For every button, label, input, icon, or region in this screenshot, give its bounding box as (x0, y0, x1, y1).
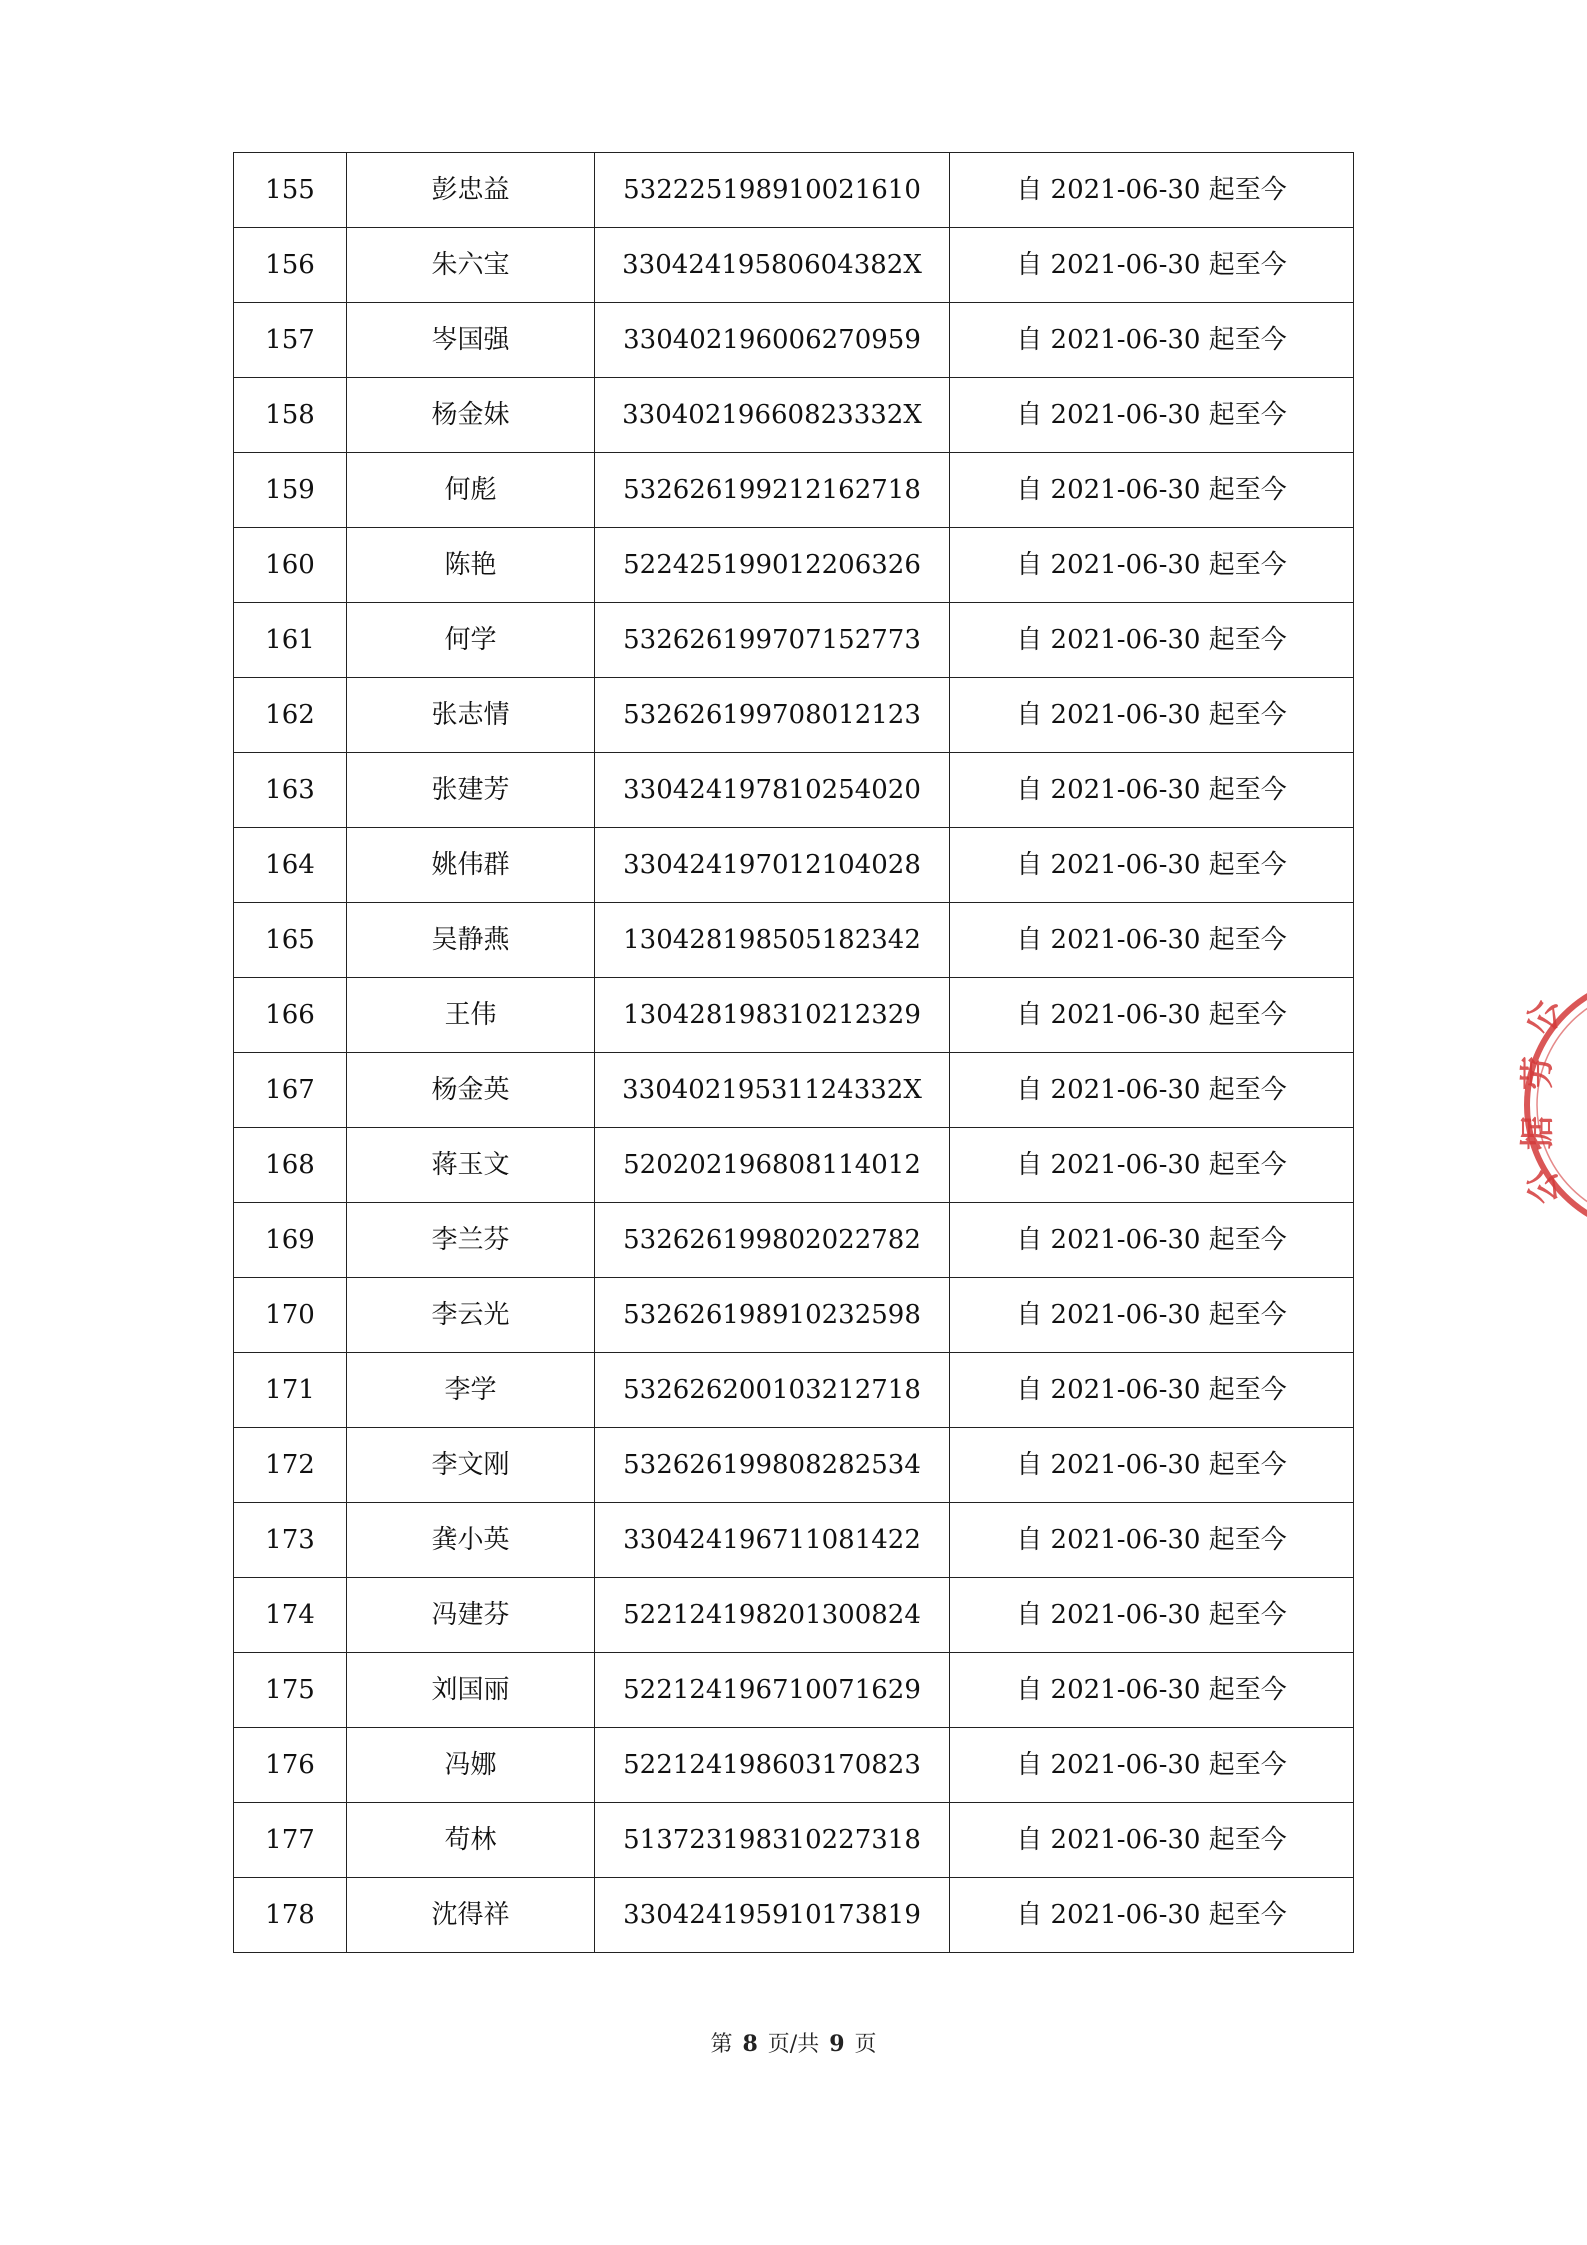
cell-serial-number: 159 (234, 453, 347, 528)
table-row (234, 1803, 1354, 1878)
cell-name: 李云光 (347, 1278, 595, 1353)
cell-id-number: 522425199012206326 (595, 528, 950, 603)
table-row (234, 1578, 1354, 1653)
cell-period: 自 2021-06-30 起至今 (950, 1428, 1354, 1503)
table-row (234, 1428, 1354, 1503)
cell-name: 朱六宝 (347, 228, 595, 303)
cell-name: 苟林 (347, 1803, 595, 1878)
cell-period: 自 2021-06-30 起至今 (950, 603, 1354, 678)
cell-id-number: 130428198505182342 (595, 903, 950, 978)
footer-page-number: 8 (742, 2031, 758, 2057)
cell-serial-number: 176 (234, 1728, 347, 1803)
cell-name: 冯娜 (347, 1728, 595, 1803)
cell-id-number: 522124198603170823 (595, 1728, 950, 1803)
cell-name: 龚小英 (347, 1503, 595, 1578)
cell-serial-number: 165 (234, 903, 347, 978)
cell-name: 张志情 (347, 678, 595, 753)
cell-name: 彭忠益 (347, 153, 595, 228)
cell-name: 姚伟群 (347, 828, 595, 903)
cell-id-number: 532626198910232598 (595, 1278, 950, 1353)
cell-period: 自 2021-06-30 起至今 (950, 1578, 1354, 1653)
cell-period: 自 2021-06-30 起至今 (950, 828, 1354, 903)
table-row (234, 1728, 1354, 1803)
cell-period: 自 2021-06-30 起至今 (950, 303, 1354, 378)
cell-name: 何学 (347, 603, 595, 678)
cell-period: 自 2021-06-30 起至今 (950, 753, 1354, 828)
cell-serial-number: 164 (234, 828, 347, 903)
cell-name: 李兰芬 (347, 1203, 595, 1278)
cell-id-number: 532626199707152773 (595, 603, 950, 678)
cell-serial-number: 168 (234, 1128, 347, 1203)
page-footer (0, 2027, 1587, 2058)
cell-period: 自 2021-06-30 起至今 (950, 528, 1354, 603)
roster-table-body (234, 153, 1354, 1953)
table-row (234, 1053, 1354, 1128)
cell-serial-number: 167 (234, 1053, 347, 1128)
table-row (234, 528, 1354, 603)
cell-name: 张建芳 (347, 753, 595, 828)
table-row (234, 303, 1354, 378)
footer-suffix: 页 (854, 2032, 877, 2057)
cell-period: 自 2021-06-30 起至今 (950, 1128, 1354, 1203)
cell-name: 王伟 (347, 978, 595, 1053)
cell-serial-number: 155 (234, 153, 347, 228)
cell-serial-number: 156 (234, 228, 347, 303)
cell-name: 吴静燕 (347, 903, 595, 978)
cell-name: 杨金英 (347, 1053, 595, 1128)
cell-id-number: 33040219531124332X (595, 1053, 950, 1128)
cell-serial-number: 171 (234, 1353, 347, 1428)
cell-name: 李学 (347, 1353, 595, 1428)
cell-id-number: 532626199708012123 (595, 678, 950, 753)
footer-middle: 页/共 (767, 2032, 820, 2057)
cell-name: 杨金妹 (347, 378, 595, 453)
table-row (234, 378, 1354, 453)
cell-period: 自 2021-06-30 起至今 (950, 1728, 1354, 1803)
cell-name: 冯建芬 (347, 1578, 595, 1653)
cell-period: 自 2021-06-30 起至今 (950, 1053, 1354, 1128)
cell-period: 自 2021-06-30 起至今 (950, 1803, 1354, 1878)
table-row (234, 1128, 1354, 1203)
cell-id-number: 33040219660823332X (595, 378, 950, 453)
cell-serial-number: 161 (234, 603, 347, 678)
table-row (234, 903, 1354, 978)
cell-id-number: 130428198310212329 (595, 978, 950, 1053)
seal-character: 劳 (1518, 1056, 1558, 1090)
table-row (234, 828, 1354, 903)
cell-period: 自 2021-06-30 起至今 (950, 678, 1354, 753)
cell-id-number: 330424196711081422 (595, 1503, 950, 1578)
cell-id-number: 330424197810254020 (595, 753, 950, 828)
cell-serial-number: 174 (234, 1578, 347, 1653)
table-row (234, 453, 1354, 528)
cell-period: 自 2021-06-30 起至今 (950, 378, 1354, 453)
cell-period: 自 2021-06-30 起至今 (950, 978, 1354, 1053)
cell-id-number: 330424197012104028 (595, 828, 950, 903)
cell-name: 陈艳 (347, 528, 595, 603)
cell-serial-number: 169 (234, 1203, 347, 1278)
cell-serial-number: 177 (234, 1803, 347, 1878)
red-seal-stamp (1515, 965, 1587, 1245)
table-row (234, 603, 1354, 678)
cell-id-number: 522124196710071629 (595, 1653, 950, 1728)
seal-character: 据 (1518, 1116, 1558, 1150)
cell-id-number: 520202196808114012 (595, 1128, 950, 1203)
table-row (234, 678, 1354, 753)
seal-character: 公 (1524, 1170, 1564, 1204)
cell-period: 自 2021-06-30 起至今 (950, 1203, 1354, 1278)
roster-table (233, 152, 1354, 1953)
cell-id-number: 532225198910021610 (595, 153, 950, 228)
cell-name: 李文刚 (347, 1428, 595, 1503)
cell-period: 自 2021-06-30 起至今 (950, 1503, 1354, 1578)
cell-period: 自 2021-06-30 起至今 (950, 903, 1354, 978)
table-row (234, 1653, 1354, 1728)
cell-serial-number: 166 (234, 978, 347, 1053)
footer-prefix: 第 (710, 2032, 733, 2057)
cell-period: 自 2021-06-30 起至今 (950, 1278, 1354, 1353)
cell-name: 沈得祥 (347, 1878, 595, 1953)
cell-period: 自 2021-06-30 起至今 (950, 1353, 1354, 1428)
cell-period: 自 2021-06-30 起至今 (950, 1653, 1354, 1728)
cell-id-number: 532626199808282534 (595, 1428, 950, 1503)
table-row (234, 153, 1354, 228)
cell-serial-number: 158 (234, 378, 347, 453)
table-row (234, 1203, 1354, 1278)
cell-id-number: 330424195910173819 (595, 1878, 950, 1953)
cell-serial-number: 160 (234, 528, 347, 603)
seal-character: 公 (1524, 1000, 1564, 1034)
cell-period: 自 2021-06-30 起至今 (950, 228, 1354, 303)
cell-id-number: 513723198310227318 (595, 1803, 950, 1878)
table-row (234, 1878, 1354, 1953)
cell-name: 岑国强 (347, 303, 595, 378)
table-row (234, 1353, 1354, 1428)
table-row (234, 978, 1354, 1053)
cell-id-number: 532626200103212718 (595, 1353, 950, 1428)
cell-id-number: 522124198201300824 (595, 1578, 950, 1653)
cell-period: 自 2021-06-30 起至今 (950, 1878, 1354, 1953)
cell-id-number: 33042419580604382X (595, 228, 950, 303)
cell-id-number: 532626199212162718 (595, 453, 950, 528)
cell-name: 刘国丽 (347, 1653, 595, 1728)
cell-name: 蒋玉文 (347, 1128, 595, 1203)
cell-serial-number: 157 (234, 303, 347, 378)
cell-serial-number: 170 (234, 1278, 347, 1353)
cell-serial-number: 175 (234, 1653, 347, 1728)
table-row (234, 1278, 1354, 1353)
cell-serial-number: 172 (234, 1428, 347, 1503)
cell-id-number: 330402196006270959 (595, 303, 950, 378)
cell-name: 何彪 (347, 453, 595, 528)
cell-id-number: 532626199802022782 (595, 1203, 950, 1278)
cell-serial-number: 162 (234, 678, 347, 753)
cell-serial-number: 178 (234, 1878, 347, 1953)
cell-period: 自 2021-06-30 起至今 (950, 153, 1354, 228)
table-row (234, 228, 1354, 303)
cell-serial-number: 173 (234, 1503, 347, 1578)
table-row (234, 1503, 1354, 1578)
cell-period: 自 2021-06-30 起至今 (950, 453, 1354, 528)
cell-serial-number: 163 (234, 753, 347, 828)
table-row (234, 753, 1354, 828)
footer-total-pages: 9 (829, 2031, 845, 2057)
